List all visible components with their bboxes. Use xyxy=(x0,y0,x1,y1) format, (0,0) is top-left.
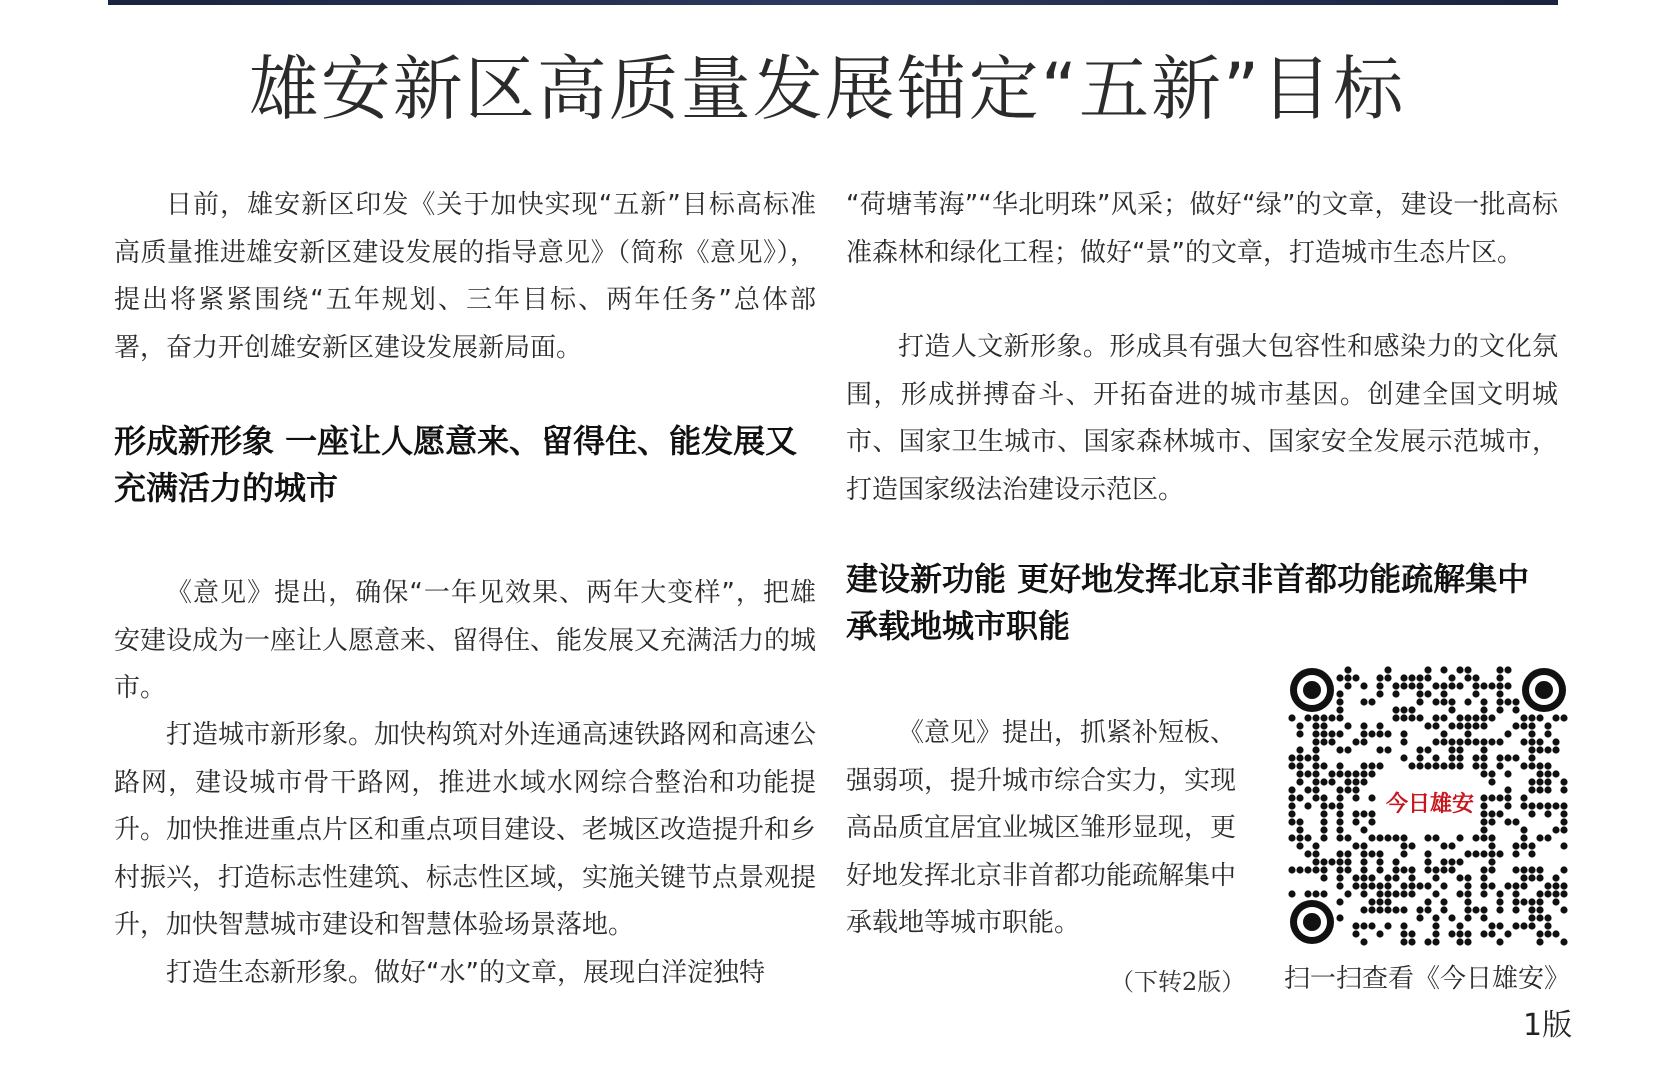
qr-finder-top-left xyxy=(1290,668,1334,712)
section1-paragraph-1: 《意见》提出，确保“一年见效果、两年大变样”，把雄安建设成为一座让人愿意来、留得住、能发展又充满活力的城市。 xyxy=(114,578,817,703)
section2-paragraph: 《意见》提出，抓紧补短板、强弱项，提升城市综合实力，实现高品质宜居宜业城区雏形显现，更好地发挥北京非首都功能疏解集中承载地等城市职能。 xyxy=(846,718,1237,938)
section2-heading: 建设新功能 更好地发挥北京非首都功能疏解集中承载地城市职能 xyxy=(846,560,1530,645)
continued-on-page-2: （下转2版） xyxy=(1110,968,1246,996)
section1-paragraph-3: 打造生态新形象。做好“水”的文章，展现白洋淀独特 xyxy=(166,958,765,988)
headline: 雄安新区高质量发展锚定“五新”目标 xyxy=(248,48,1406,130)
intro-paragraph: 日前，雄安新区印发《关于加快实现“五新”目标高标准高质量推进雄安新区建设发展的指导意见》（简称《意见》），提出将紧紧围绕“五年规划、三年目标、两年任务”总体部署，奋力开创雄安新区建设发展新局面。 xyxy=(114,190,816,363)
section1-paragraph-2: 打造城市新形象。加快构筑对外连通高速铁路网和高速公路网，建设城市骨干路网，推进水域水网综合整治和功能提升。加快推进重点片区和重点项目建设、老城区改造提升和乡村振兴，打造标志性建筑、标志性区域，实施关键节点景观提升，加快智慧城市建设和智慧体验场景落地。 xyxy=(114,720,817,940)
qr-caption: 扫一扫查看《今日雄安》 xyxy=(1284,964,1571,994)
qr-finder-bottom-left xyxy=(1290,900,1334,944)
qr-code[interactable] xyxy=(1288,666,1568,946)
section1-paragraph-4: 打造人文新形象。形成具有强大包容性和感染力的文化氛围，形成拼搏奋斗、开拓奋进的城市基因。创建全国文明城市、国家卫生城市、国家森林城市、国家安全发展示范城市，打造国家级法治建设示范区。 xyxy=(846,332,1558,505)
top-rule xyxy=(108,0,1558,5)
qr-logo-text: 今日雄安 xyxy=(1385,791,1475,817)
section1-heading: 形成新形象 一座让人愿意来、留得住、能发展又充满活力的城市 xyxy=(114,422,798,507)
qr-finder-top-right xyxy=(1522,668,1566,712)
page-number: 1版 xyxy=(1523,1008,1573,1043)
continued-paragraph: “荷塘苇海”“华北明珠”风采；做好“绿”的文章，建设一批高标准森林和绿化工程；做好“景”的文章，打造城市生态片区。 xyxy=(846,190,1558,268)
